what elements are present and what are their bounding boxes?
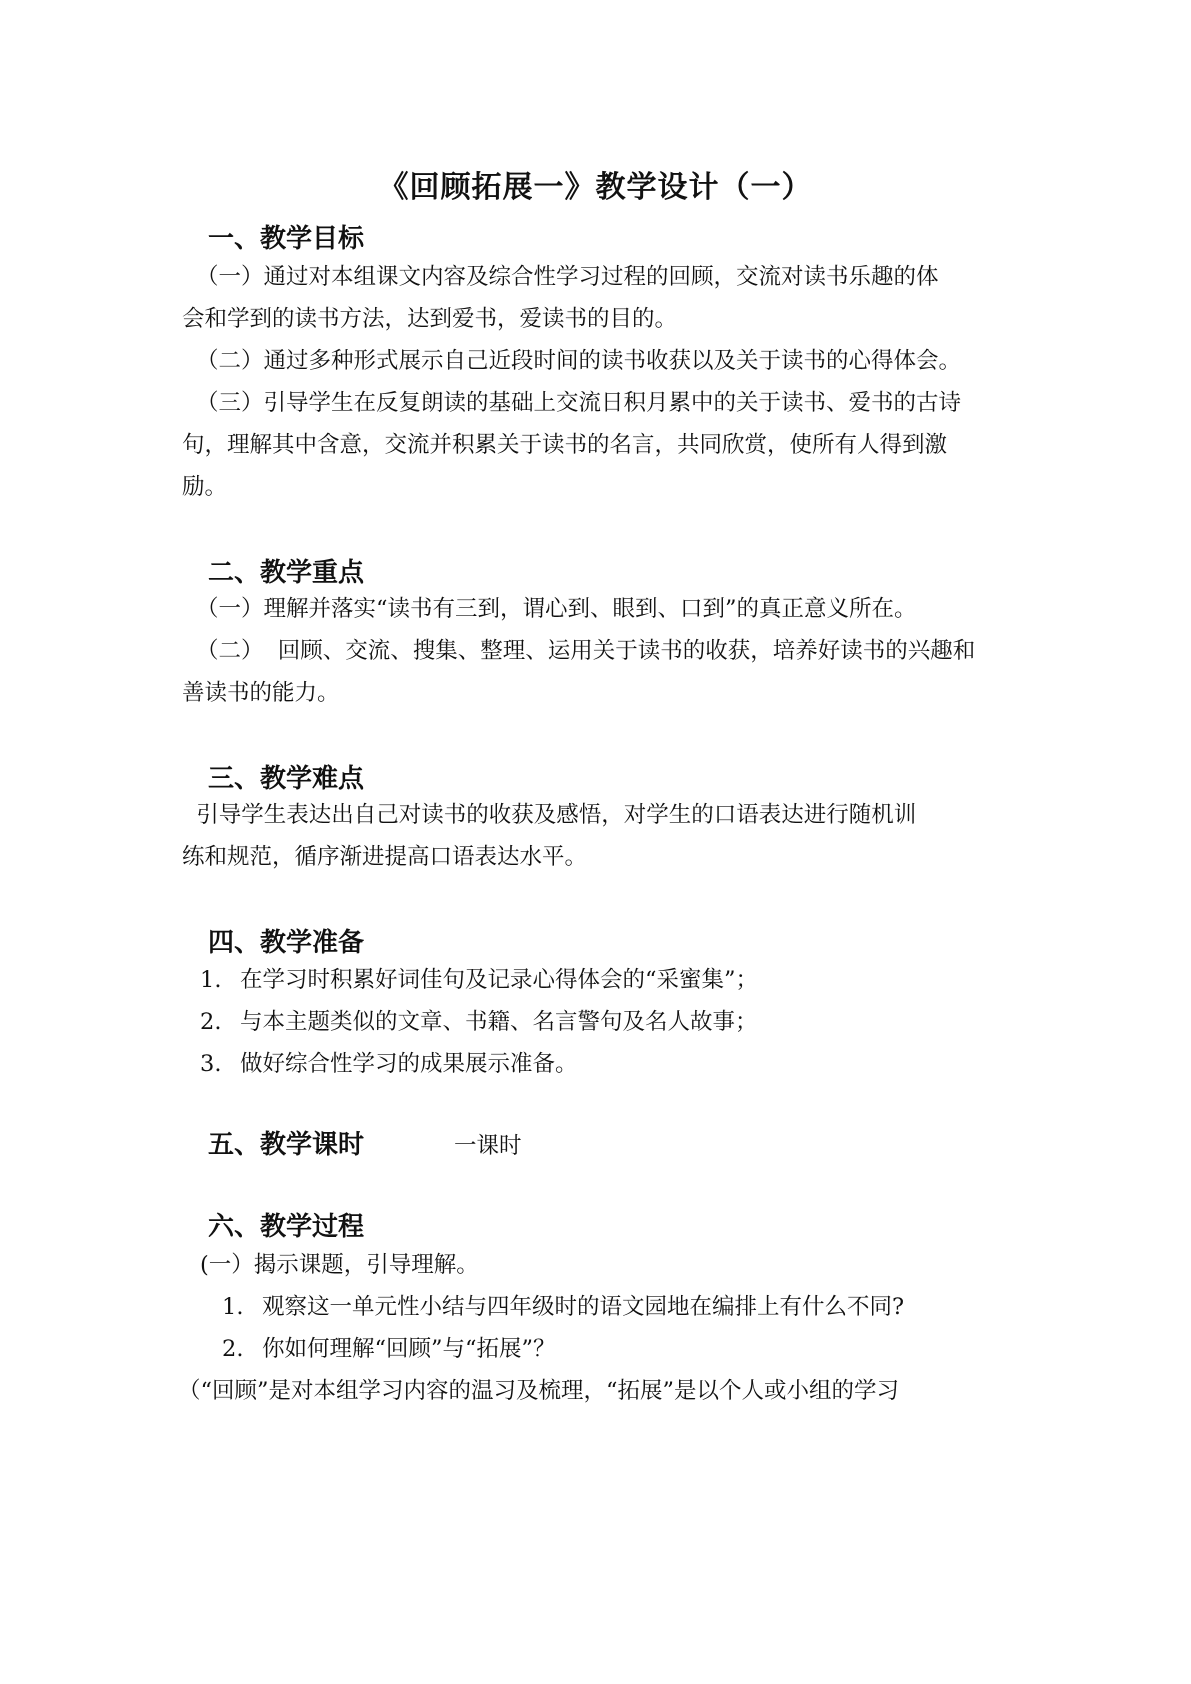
list-text: 做好综合性学习的成果展示准备。 bbox=[240, 1051, 578, 1077]
list-item bbox=[222, 1292, 904, 1322]
section-heading-difficulties: 三、教学难点 bbox=[208, 764, 365, 794]
paragraph-line: （二） 回顾、交流、搜集、整理、运用关于读书的收获，培养好读书的兴趣和 bbox=[196, 638, 976, 664]
paragraph-line: 练和规范，循序渐进提高口语表达水平。 bbox=[182, 844, 588, 870]
section-heading-text: 五、教学课时 bbox=[208, 1130, 365, 1160]
list-number: 1. bbox=[200, 967, 222, 993]
section-heading-class-hours bbox=[208, 1124, 522, 1161]
section-heading-preparation: 四、教学准备 bbox=[208, 928, 365, 958]
paragraph-line: 会和学到的读书方法，达到爱书，爱读书的目的。 bbox=[182, 306, 678, 332]
section-heading-key-points: 二、教学重点 bbox=[208, 558, 365, 588]
list-text: 与本主题类似的文章、书籍、名言警句及名人故事； bbox=[240, 1009, 758, 1035]
list-text: 在学习时积累好词佳句及记录心得体会的“采蜜集”； bbox=[240, 967, 759, 993]
list-item bbox=[200, 1049, 578, 1079]
list-item bbox=[200, 965, 758, 995]
list-number: 1. bbox=[222, 1294, 244, 1320]
paragraph-line: 引导学生表达出自己对读书的收获及感悟，对学生的口语表达进行随机训 bbox=[182, 802, 917, 828]
paragraph-line: （“回顾”是对本组学习内容的温习及梳理，“拓展”是以个人或小组的学习 bbox=[178, 1378, 900, 1404]
section-heading-objectives: 一、教学目标 bbox=[208, 224, 365, 254]
paragraph-line: （一）通过对本组课文内容及综合性学习过程的回顾，交流对读书乐趣的体 bbox=[196, 264, 939, 290]
list-number: 2. bbox=[222, 1336, 244, 1362]
list-number: 2. bbox=[200, 1009, 222, 1035]
list-item bbox=[200, 1007, 758, 1037]
paragraph-line: (一）揭示课题，引导理解。 bbox=[200, 1252, 479, 1278]
class-hours-value: 一课时 bbox=[454, 1133, 522, 1159]
paragraph-line: 励。 bbox=[182, 474, 228, 500]
paragraph-line: （三）引导学生在反复朗读的基础上交流日积月累中的关于读书、爱书的古诗 bbox=[196, 390, 962, 416]
paragraph-line: 句，理解其中含意，交流并积累关于读书的名言，共同欣赏，使所有人得到激 bbox=[182, 432, 948, 458]
section-heading-process: 六、教学过程 bbox=[208, 1212, 365, 1242]
list-number: 3. bbox=[200, 1051, 222, 1077]
list-item bbox=[222, 1334, 556, 1364]
paragraph-line: （二）通过多种形式展示自己近段时间的读书收获以及关于读书的心得体会。 bbox=[196, 348, 962, 374]
list-text: 你如何理解“回顾”与“拓展”？ bbox=[262, 1336, 556, 1362]
paragraph-line: （一）理解并落实“读书有三到，谓心到、眼到、口到”的真正意义所在。 bbox=[196, 596, 917, 622]
paragraph-line: 善读书的能力。 bbox=[182, 680, 340, 706]
list-text: 观察这一单元性小结与四年级时的语文园地在编排上有什么不同? bbox=[262, 1294, 905, 1320]
document-title: 《回顾拓展一》教学设计（一） bbox=[378, 170, 813, 205]
